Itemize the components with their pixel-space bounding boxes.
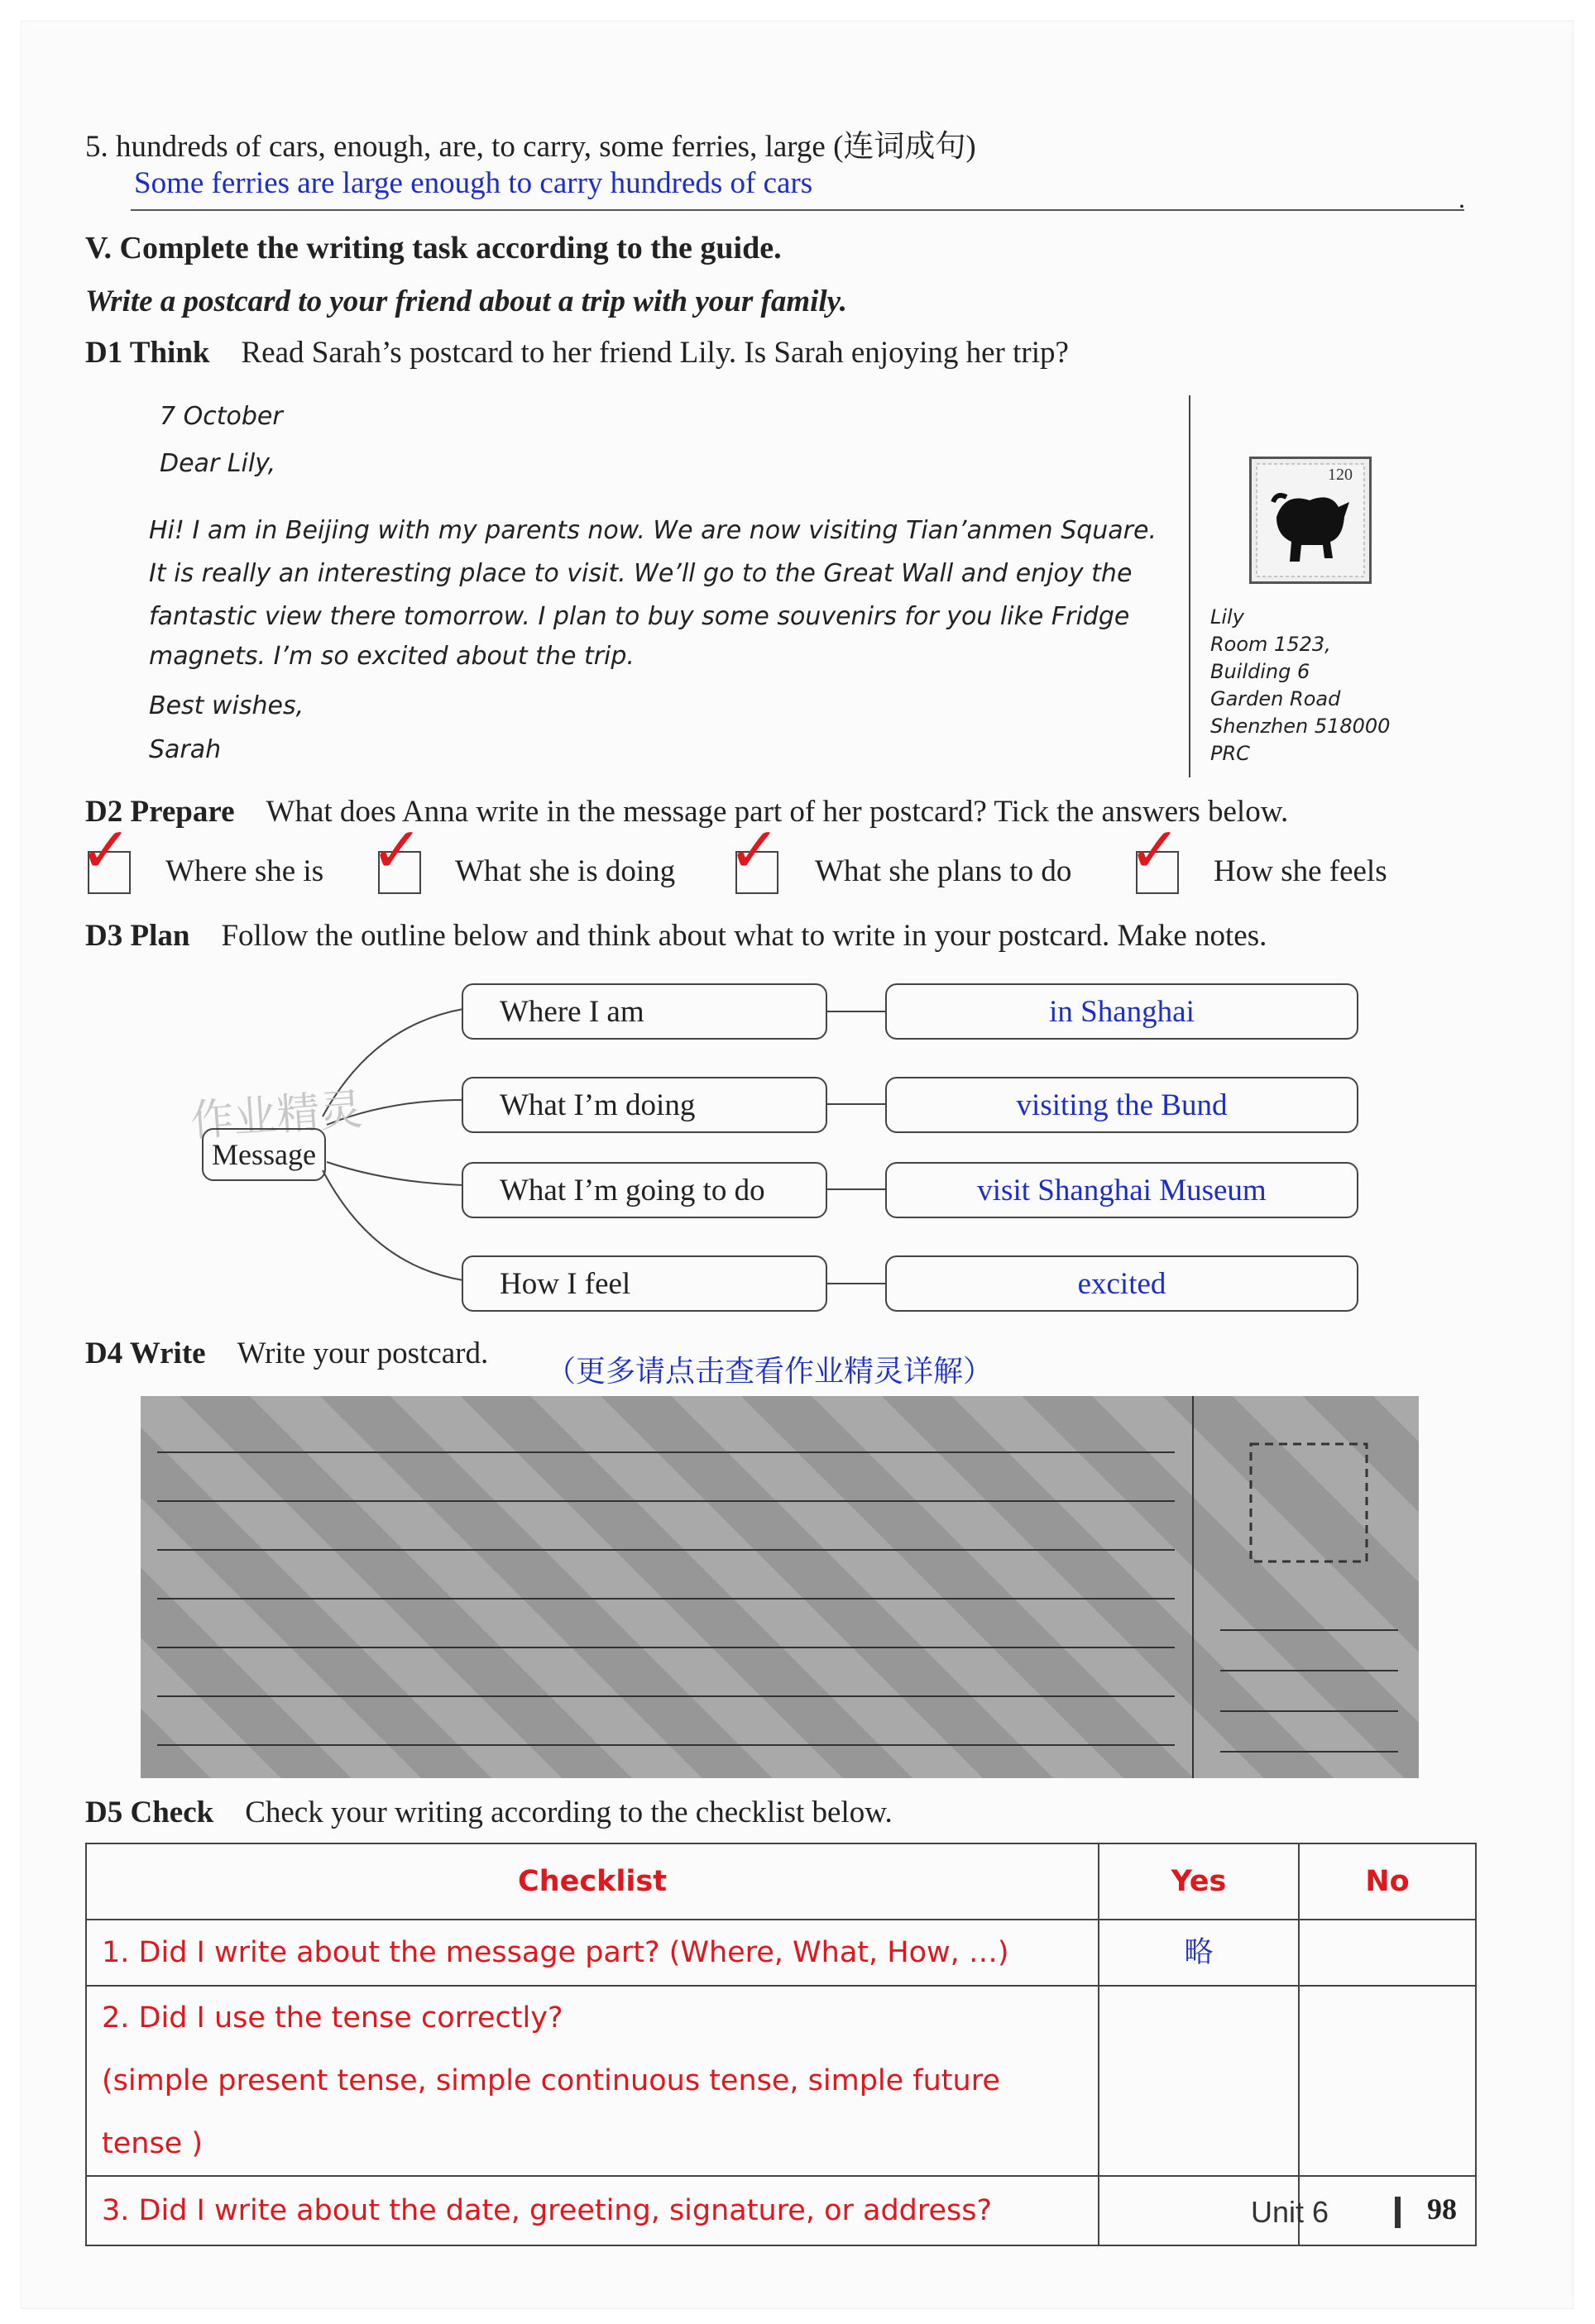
d3-label: D3 Plan (85, 919, 190, 953)
checklist-item: 1. Did I write about the message part? (Where, What, How, …) (86, 1920, 1099, 1986)
check-mark-icon: ✓ (79, 813, 132, 887)
header-no: No (1299, 1843, 1476, 1920)
postcard-date: 7 October (160, 402, 283, 431)
postcard-greeting: Dear Lily, (160, 449, 276, 478)
prompt-feel: How I feel (462, 1255, 827, 1312)
answer-where: in Shanghai (885, 983, 1358, 1040)
answer-going: visit Shanghai Museum (885, 1162, 1358, 1218)
checklist-item-line: (simple present tense, simple continuous tense, simple future tense ) (102, 2064, 1000, 2160)
option-label: What she is doing (455, 854, 676, 888)
checklist-item: 3. Did I write about the date, greeting, signature, or address? (86, 2176, 1099, 2245)
header-checklist: Checklist (86, 1843, 1099, 1920)
d2-text: What does Anna write in the message part of her postcard? Tick the answers below. (266, 795, 1289, 829)
d2-heading (85, 794, 1288, 830)
no-cell[interactable] (1299, 1986, 1476, 2176)
prompt-doing: What I’m doing (462, 1077, 827, 1133)
check-mark-icon: ✓ (1128, 813, 1181, 887)
address-line: Lily (1210, 605, 1244, 629)
stamp-value: 120 (1328, 466, 1353, 484)
unit-label: Unit 6 (1251, 2195, 1329, 2229)
checklist-table (85, 1843, 1477, 2246)
page-number: 98 (1427, 2192, 1457, 2226)
section-v-task: Write a postcard to your friend about a trip with your family. (85, 285, 847, 318)
d4-heading (85, 1336, 488, 1371)
postcard-divider (1189, 395, 1190, 777)
yes-cell[interactable] (1099, 1986, 1299, 2176)
table-row (86, 1986, 1476, 2176)
address-line: Room 1523, (1210, 633, 1331, 656)
section-v-title: V. Complete the writing task according to the guide. (85, 231, 782, 265)
checklist-item-line: 2. Did I use the tense correctly? (102, 2001, 563, 2035)
d1-label: D1 Think (85, 336, 210, 370)
answer-end-mark: . (1458, 184, 1465, 213)
message-node: Message (202, 1128, 326, 1181)
question-5-answer: Some ferries are large enough to carry hundreds of cars (134, 166, 813, 200)
footer-bar (1395, 2197, 1401, 2228)
yes-cell[interactable]: 略 (1099, 1920, 1299, 1986)
answer-line (131, 209, 1464, 211)
d5-text: Check your writing according to the checklist below. (245, 1796, 893, 1829)
postcard-address (1210, 604, 1390, 767)
no-cell[interactable] (1299, 1920, 1476, 1986)
prompt-where: Where I am (462, 983, 827, 1040)
answer-feel: excited (885, 1255, 1358, 1312)
d1-text: Read Sarah’s postcard to her friend Lily. Is Sarah enjoying her trip? (241, 336, 1069, 370)
header-yes: Yes (1099, 1843, 1299, 1920)
question-5-prompt: 5. hundreds of cars, enough, are, to carry, some ferries, large (连词成句) (85, 130, 976, 164)
check-mark-icon: ✓ (371, 813, 424, 887)
postcard-body-line: It is really an interesting place to visit. We’ll go to the Great Wall and enjoy the (149, 559, 1133, 588)
writing-postcard[interactable] (141, 1396, 1419, 1778)
postcard-body-line: fantastic view there tomorrow. I plan to buy some souvenirs for you like Fridge (149, 602, 1130, 631)
checklist-item (86, 1986, 1099, 2176)
d4-label: D4 Write (85, 1337, 206, 1370)
stamp (1249, 457, 1372, 584)
postcard-signature: Sarah (149, 735, 222, 764)
postcard-body-line: magnets. I’m so excited about the trip. (149, 642, 635, 671)
d4-text: Write your postcard. (237, 1337, 489, 1370)
table-row (86, 1920, 1476, 1986)
postcard-closing: Best wishes, (149, 691, 304, 720)
address-line: PRC (1210, 742, 1250, 765)
option-label: What she plans to do (815, 854, 1072, 888)
address-line: Garden Road (1210, 687, 1341, 710)
d5-label: D5 Check (85, 1796, 214, 1829)
address-line: Shenzhen 518000 (1210, 715, 1391, 738)
watermark: 作业精灵 (189, 1084, 365, 1147)
d3-heading (85, 918, 1267, 954)
d1-heading (85, 335, 1069, 371)
d3-text: Follow the outline below and think about what to write in your postcard. Make notes. (221, 919, 1267, 953)
d2-label: D2 Prepare (85, 795, 235, 829)
d5-heading (85, 1795, 893, 1830)
prompt-going: What I’m going to do (462, 1162, 827, 1218)
check-mark-icon: ✓ (728, 813, 781, 887)
option-label: Where she is (165, 854, 324, 888)
more-info-note[interactable]: （更多请点击查看作业精灵详解） (546, 1355, 994, 1389)
answer-doing: visiting the Bund (885, 1077, 1358, 1133)
table-header-row (86, 1843, 1476, 1920)
option-label: How she feels (1214, 854, 1387, 888)
address-line: Building 6 (1210, 660, 1310, 683)
postcard-body-line: Hi! I am in Beijing with my parents now. We are now visiting Tian’anmen Square. (149, 516, 1157, 545)
writing-lines (141, 1396, 1419, 1778)
